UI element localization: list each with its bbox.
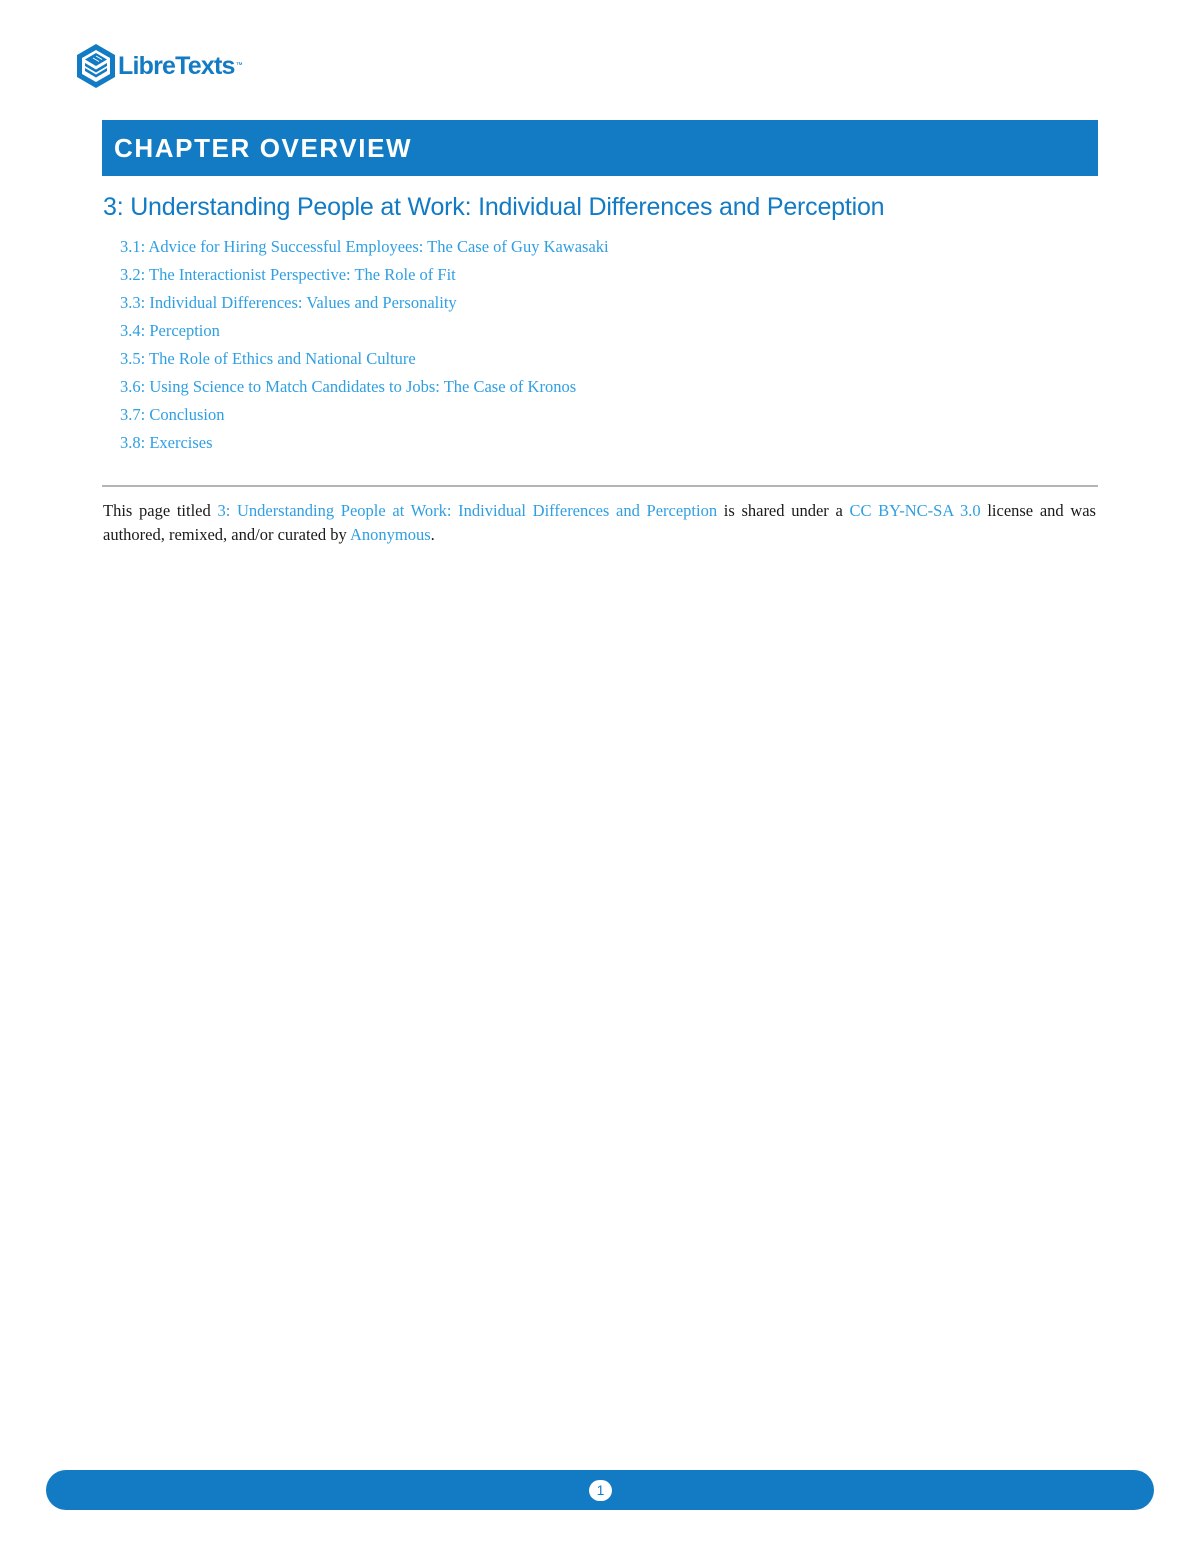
attribution-middle-2: license and was authored, remixed, and/or curated by bbox=[103, 501, 1096, 544]
toc-link-3-7[interactable]: 3.7: Conclusion bbox=[120, 405, 225, 424]
toc-link-3-4[interactable]: 3.4: Perception bbox=[120, 321, 220, 340]
toc-link-3-3[interactable]: 3.3: Individual Differences: Values and Personality bbox=[120, 293, 457, 312]
toc-link-3-1[interactable]: 3.1: Advice for Hiring Successful Employees: The Case of Guy Kawasaki bbox=[120, 237, 609, 256]
attribution-prefix: This page titled bbox=[103, 501, 218, 520]
attribution-notice bbox=[103, 499, 1096, 547]
toc-link-3-6[interactable]: 3.6: Using Science to Match Candidates to Jobs: The Case of Kronos bbox=[120, 377, 577, 396]
author-link[interactable]: Anonymous bbox=[349, 525, 431, 544]
attribution-suffix: . bbox=[430, 525, 435, 544]
page-title-link[interactable]: 3: Understanding People at Work: Individual Differences and Perception bbox=[217, 501, 718, 520]
license-link[interactable]: CC BY-NC-SA 3.0 bbox=[849, 501, 981, 520]
libretexts-logo-icon bbox=[74, 42, 118, 90]
toc-link-3-5[interactable]: 3.5: The Role of Ethics and National Culture bbox=[120, 349, 416, 368]
attribution-middle: is shared under a bbox=[717, 501, 850, 520]
chapter-overview-banner bbox=[102, 120, 1098, 176]
chapter-title[interactable]: 3: Understanding People at Work: Individual Differences and Perception bbox=[103, 193, 885, 221]
toc-link-3-2[interactable]: 3.2: The Interactionist Perspective: The Role of Fit bbox=[120, 265, 456, 284]
section-divider bbox=[102, 485, 1098, 487]
banner-label: CHAPTER OVERVIEW bbox=[114, 132, 413, 163]
table-of-contents bbox=[120, 235, 609, 459]
logo-trademark: ™ bbox=[235, 62, 243, 69]
logo-wordmark: LibreTexts bbox=[118, 52, 235, 80]
page-number: 1 bbox=[589, 1480, 612, 1501]
toc-link-3-8[interactable]: 3.8: Exercises bbox=[120, 433, 213, 452]
libretexts-logo[interactable] bbox=[74, 42, 243, 90]
